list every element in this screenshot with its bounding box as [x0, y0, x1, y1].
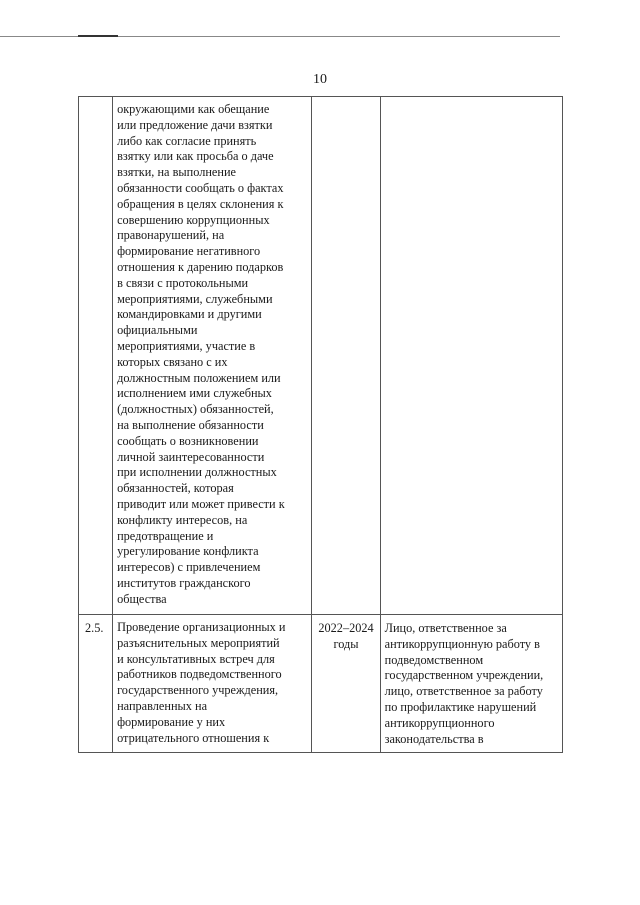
measure-line: направленных на	[117, 698, 208, 713]
measure-line: общества	[117, 591, 167, 606]
measure-line: при исполнении должностных	[117, 465, 277, 480]
responsible-line: законодательства в	[384, 731, 484, 746]
measure-line: разъяснительных мероприятий	[117, 635, 280, 650]
measure-line: конфликту интересов, на	[117, 512, 248, 527]
table-row-continuation	[79, 97, 563, 615]
measure-line: приводит или может привести к	[117, 496, 285, 511]
row2-measure-text	[113, 615, 311, 746]
measure-line: командировками и другими	[117, 307, 262, 322]
measure-line: работников подведомственного	[117, 667, 282, 682]
responsible-line: антикоррупционного	[384, 715, 495, 730]
responsible-line: по профилактике нарушений	[384, 699, 537, 714]
responsible-line: государственном учреждении,	[384, 668, 544, 683]
measure-line: формирование у них	[117, 714, 226, 729]
period-years: 2022–2024	[318, 621, 374, 635]
measure-line: отрицательного отношения к	[117, 730, 270, 745]
measure-line: государственного учреждения,	[117, 683, 279, 698]
measure-line: правонарушений, на	[117, 228, 225, 243]
measure-line: (должностных) обязанностей,	[117, 402, 274, 417]
measure-line: либо как согласие принять	[117, 133, 257, 148]
row1-measure-text	[113, 97, 311, 608]
row2-measure-cell	[113, 615, 312, 753]
header-rule-mark	[78, 35, 118, 37]
measure-line: в связи с протокольными	[117, 275, 249, 290]
measure-line: институтов гражданского	[117, 575, 251, 590]
measure-line: урегулирование конфликта	[117, 544, 259, 559]
measure-line: мероприятиями, участие в	[117, 338, 256, 353]
item-number: 2.5.	[85, 621, 104, 635]
measures-table	[78, 96, 563, 753]
measure-line: формирование негативного	[117, 244, 261, 259]
measure-line: Проведение организационных и	[117, 620, 286, 634]
row1-period-cell	[312, 97, 380, 615]
row2-number-cell	[79, 615, 113, 753]
period-unit: годы	[333, 636, 359, 651]
row1-measure-cell	[113, 97, 312, 615]
measure-line: взятки, на выполнение	[117, 165, 237, 180]
measure-line: обязанностей, которая	[117, 481, 234, 496]
row1-number-cell	[79, 97, 113, 615]
row2-responsible-cell	[380, 615, 562, 753]
row2-period-cell	[312, 615, 380, 753]
responsible-line: антикоррупционную работу в	[384, 636, 540, 651]
measure-line: которых связано с их	[117, 354, 228, 369]
measure-line: или предложение дачи взятки	[117, 117, 273, 132]
measure-line: предотвращение и	[117, 528, 214, 543]
measure-line: мероприятиями, служебными	[117, 291, 273, 306]
measure-line: официальными	[117, 323, 198, 338]
measure-line: обращения в целях склонения к	[117, 196, 284, 211]
page-number: 10	[313, 72, 327, 87]
measure-line: сообщать о возникновении	[117, 433, 259, 448]
measure-line: на выполнение обязанности	[117, 417, 264, 432]
measure-line: интересов) с привлечением	[117, 560, 261, 575]
row1-responsible-cell	[380, 97, 562, 615]
measure-line: совершению коррупционных	[117, 212, 270, 227]
measure-line: должностным положением или	[117, 370, 281, 385]
measure-line: отношения к дарению подарков	[117, 259, 284, 274]
measure-line: и консультативных встреч для	[117, 651, 275, 666]
measure-line: исполнением ими служебных	[117, 386, 272, 401]
responsible-line: Лицо, ответственное за	[384, 621, 507, 635]
responsible-line: подведомственном	[384, 652, 484, 667]
measure-line: взятку или как просьба о даче	[117, 149, 274, 164]
responsible-line: лицо, ответственное за работу	[384, 684, 543, 699]
measure-line: личной заинтересованности	[117, 449, 265, 464]
responsible-text	[381, 615, 562, 747]
measure-line: обязанности сообщать о фактах	[117, 180, 284, 195]
measure-line: окружающими как обещание	[117, 102, 270, 116]
table-row-2-5	[79, 615, 563, 753]
period-text	[312, 615, 379, 653]
